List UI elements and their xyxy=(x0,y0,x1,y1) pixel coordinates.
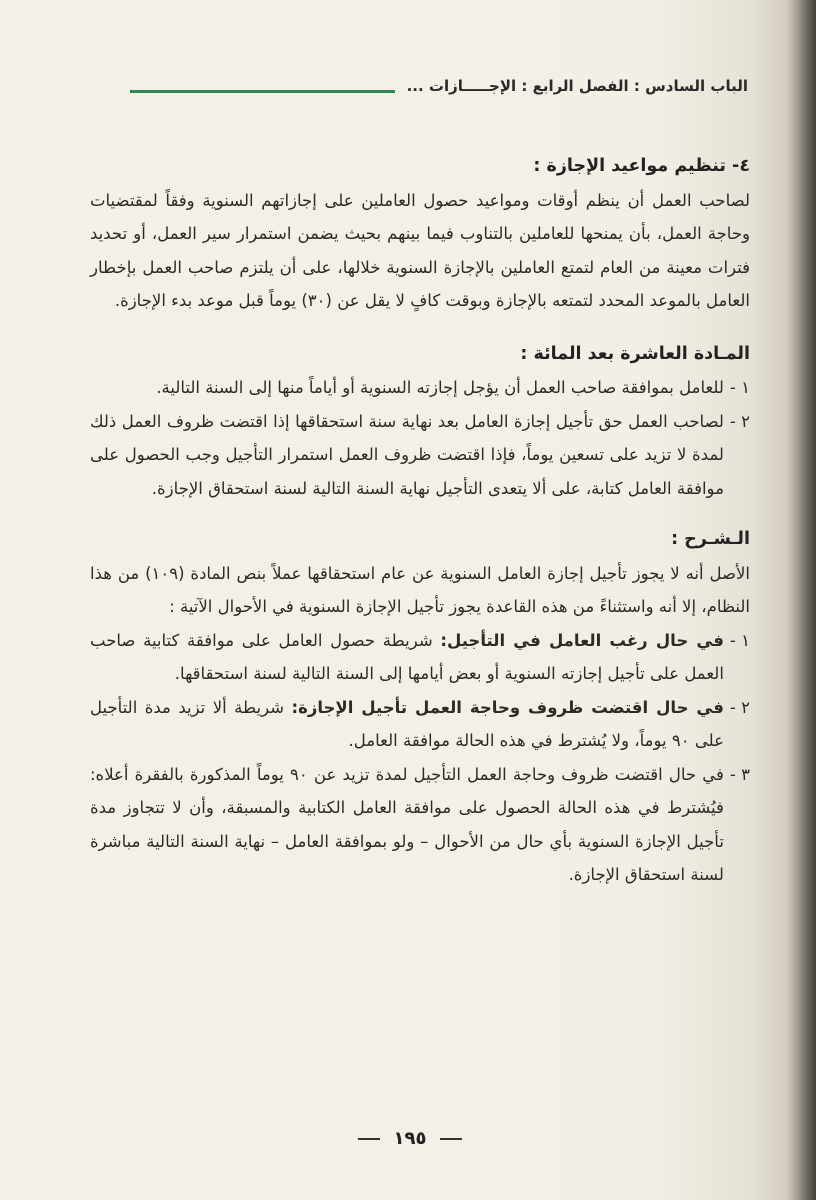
explanation-item-text-wrapper xyxy=(90,624,724,691)
explanation-item-lead: في حال اقتضت ظروف وحاجة العمل تأجيل الإجازة: xyxy=(291,697,724,717)
explanation-item-text: شريطة ألا تزيد مدة التأجيل على ٩٠ يوماً، ولا يُشترط في هذه الحالة موافقة العامل. xyxy=(90,697,724,750)
explanation-item-2 xyxy=(90,691,750,758)
section-4-body: لصاحب العمل أن ينظم أوقات ومواعيد حصول العاملين على إجازاتهم السنوية وفقاً لمقتضيات وحاجة العمل، بأن يمنحها للعاملين بالتناوب فيما بينهم بحيث يضمن استمرار سير العمل، أو تحديد فترات معينة من العام لتمتع العاملين بالإجازة السنوية خلالها، على أن يلتزم صاحب العمل بإخطار العامل بالموعد المحدد لتمتعه بالإجازة وبوقت كافٍ لا يقل عن (٣٠) يوماً قبل موعد بدء الإجازة. xyxy=(90,190,750,310)
article-heading: المـادة العاشرة بعد المائة : xyxy=(520,343,750,364)
article-item-text: للعامل بموافقة صاحب العمل أن يؤجل إجازته السنوية أو أياماً منها إلى السنة التالية. xyxy=(156,378,724,397)
article-item-text: لصاحب العمل حق تأجيل إجازة العامل بعد نهاية سنة استحقاقها إذا اقتضت ظروف العمل ذلك لمدة لا تزيد على تسعين يوماً، فإذا اقتضت ظروف العمل استمرار التأجيل وجب الحصول على موافقة العامل كتابة، على ألا يتعدى التأجيل نهاية السنة التالية لسنة استحقاق الإجازة. xyxy=(90,411,724,498)
page-number-dash-right xyxy=(440,1138,462,1140)
explanation-item-lead: في حال رغب العامل في التأجيل: xyxy=(440,630,724,650)
explanation-heading: الـشـرح : xyxy=(671,529,750,549)
explanation-item-number: ٢ - xyxy=(729,697,750,717)
article-item-number: ٢ - xyxy=(729,411,750,431)
explanation-item-text: في حال اقتضت ظروف وحاجة العمل التأجيل لمدة تزيد عن ٩٠ يوماً المذكورة بالفقرة أعلاه: فيُشترط في هذه الحالة الحصول على موافقة العامل الكتابية والمسبقة، وأن لا تتجاوز مدة تأجيل الإجازة السنوية بأي حال من الأحوال – ولو بموافقة العامل – نهاية السنة التالية مباشرة لسنة استحقاق الإجازة. xyxy=(90,764,724,884)
explanation-item-3 xyxy=(90,758,750,892)
explanation-intro: الأصل أنه لا يجوز تأجيل إجازة العامل السنوية عن عام استحقاقها عملاً بنص المادة (١٠٩) من هذا النظام، إلا أنه واستثناءً من هذه القاعدة يجوز تأجيل الإجازة السنوية في الأحوال الآتية : xyxy=(90,563,750,616)
header-rule xyxy=(130,90,395,93)
running-header xyxy=(130,74,748,98)
page-number-footer xyxy=(300,1128,520,1149)
page-number-dash-left xyxy=(358,1138,380,1140)
explanation-item-text-wrapper xyxy=(90,691,724,758)
book-gutter-shadow xyxy=(786,0,816,1200)
article-item-number: ١ - xyxy=(729,378,750,397)
article-item-1 xyxy=(90,371,750,405)
running-header-title: الباب السادس : الفصل الرابع : الإجـــــازات ... xyxy=(406,77,748,95)
explanation-item-number: ٣ - xyxy=(729,764,750,784)
page-content xyxy=(90,150,750,892)
explanation-item-number: ١ - xyxy=(729,630,750,650)
explanation-item-1 xyxy=(90,624,750,691)
page-number: ١٩٥ xyxy=(393,1128,427,1149)
article-item-2 xyxy=(90,405,750,506)
section-4-heading: ٤- تنظيم مواعيد الإجازة : xyxy=(533,156,750,176)
explanation-item-text: شريطة حصول العامل على موافقة كتابية صاحب العمل على تأجيل إجازته السنوية أو بعض أيامها إلى السنة التالية لسنة استحقاقها. xyxy=(90,630,724,683)
